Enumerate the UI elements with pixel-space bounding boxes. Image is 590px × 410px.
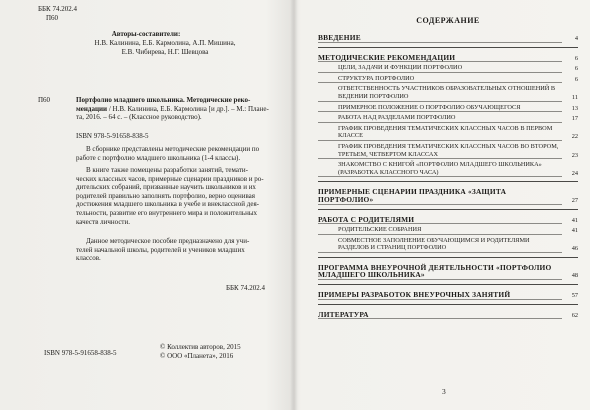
bibliographic-description	[76, 96, 286, 122]
toc-entry-label: ЦЕЛИ, ЗАДАЧИ И ФУНКЦИИ ПОРТФОЛИО	[318, 64, 562, 73]
copyright-line: © ООО «Планета», 2016	[160, 352, 234, 360]
toc-entry-page: 23	[571, 151, 578, 159]
toc-entry-label: РОДИТЕЛЬСКИЕ СОБРАНИЯ	[318, 226, 562, 235]
table-of-contents	[318, 28, 578, 319]
toc-entry-page: 62	[571, 311, 578, 319]
paragraph-line: качеств личности.	[76, 217, 130, 226]
left-page	[0, 0, 292, 410]
paragraph-line: работе с портфолио младшего школьника (1-4 классы).	[76, 153, 241, 162]
abstract-paragraph-1	[76, 145, 286, 162]
toc-subsection-entry	[318, 104, 578, 113]
paragraph-line: родителей правильно заполнять портфолио, верно оценивая	[76, 191, 255, 200]
bbk-code-top: ББК 74.202.4	[38, 5, 77, 13]
paragraph-line: классов.	[76, 254, 101, 263]
udc-code-mid: П60	[38, 96, 51, 104]
toc-section-entry	[318, 54, 578, 63]
isbn-mid: ISBN 978-5-91658-838-5	[76, 132, 149, 140]
toc-divider	[318, 257, 578, 258]
toc-entry-label: РАБОТА НАД РАЗДЕЛАМИ ПОРТФОЛИО	[318, 114, 562, 123]
toc-divider	[318, 209, 578, 210]
authors-line: Е.В. Чибирева, Н.Г. Шевцова	[121, 47, 209, 56]
paragraph-line: В книге также помещены разработки занятий, темати-	[86, 166, 248, 174]
toc-entry-page: 11	[571, 93, 578, 101]
paragraph-line: Данное методическое пособие предназначено для учи-	[86, 237, 250, 245]
toc-entry-label: МЕТОДИЧЕСКИЕ РЕКОМЕНДАЦИИ	[318, 54, 562, 63]
toc-section-entry	[318, 311, 578, 320]
udc-code-top: П60	[46, 14, 59, 22]
authors-heading: Авторы-составители:	[111, 30, 181, 38]
toc-entry-page: 41	[571, 227, 578, 235]
toc-divider	[318, 47, 578, 48]
toc-section-entry	[318, 34, 578, 43]
toc-title: СОДЕРЖАНИЕ	[416, 16, 480, 25]
page-number: 3	[442, 387, 446, 396]
toc-subsection-entry	[318, 85, 578, 101]
toc-subsection-entry	[318, 161, 578, 177]
toc-entry-label: ОТВЕТСТВЕННОСТЬ УЧАСТНИКОВ ОБРАЗОВАТЕЛЬНЫХ ОТНОШЕНИЙ В ВЕДЕНИИ ПОРТФОЛИО	[318, 85, 562, 101]
toc-entry-page: 13	[571, 104, 578, 112]
description-text: / Н.В. Калинина, Е.Б. Кармолина [и др.]. – М.: Плане-	[107, 104, 269, 113]
toc-entry-page: 41	[571, 216, 578, 224]
toc-entry-label: ПРИМЕРНОЕ ПОЛОЖЕНИЕ О ПОРТФОЛИО ОБУЧАЮЩЕГОСЯ	[318, 104, 562, 113]
toc-subsection-entry	[318, 125, 578, 141]
toc-entry-label: ВВЕДЕНИЕ	[318, 34, 562, 43]
toc-divider	[318, 304, 578, 305]
paragraph-line: телей начальной школы, родителей и учеников младших	[76, 245, 245, 254]
authors-line: Н.В. Калинина, Е.Б. Кармолина, А.П. Мишина,	[94, 39, 236, 47]
bbk-code-bottom: ББК 74.202.4	[226, 284, 265, 292]
toc-section-entry	[318, 264, 578, 280]
toc-entry-page: 4	[574, 35, 578, 42]
paragraph-line: достижения младшего школьника в учебе и внеклассной дея-	[76, 200, 260, 209]
toc-entry-label: ПРИМЕРНЫЕ СЦЕНАРИИ ПРАЗДНИКА «ЗАЩИТА ПОРТФОЛИО»	[318, 188, 562, 204]
paragraph-line: дительских собраний, призванные научить школьников и их	[76, 183, 256, 192]
paragraph-line: тельности, развитие его внутреннего мира и положительных	[76, 208, 258, 217]
toc-divider	[318, 181, 578, 182]
toc-entry-page: 48	[571, 272, 578, 280]
toc-entry-page: 6	[574, 75, 578, 83]
toc-entry-label: ГРАФИК ПРОВЕДЕНИЯ ТЕМАТИЧЕСКИХ КЛАССНЫХ ЧАСОВ В ПЕРВОМ КЛАССЕ	[318, 125, 562, 141]
toc-divider	[318, 284, 578, 285]
toc-section-entry	[318, 188, 578, 204]
toc-entry-label: СТРУКТУРА ПОРТФОЛИО	[318, 75, 562, 84]
toc-entry-label: СОВМЕСТНОЕ ЗАПОЛНЕНИЕ ОБУЧАЮЩИМСЯ И РОДИТЕЛЯМИ РАЗДЕЛОВ И СТРАНИЦ ПОРТФОЛИО	[318, 237, 562, 253]
toc-subsection-entry	[318, 64, 578, 73]
toc-section-entry	[318, 216, 578, 225]
toc-entry-page: 24	[571, 169, 578, 177]
toc-subsection-entry	[318, 226, 578, 235]
toc-subsection-entry	[318, 237, 578, 253]
abstract-paragraph-2	[76, 166, 286, 226]
paragraph-line: В сборнике представлены методические рекомендации по	[86, 145, 260, 153]
toc-subsection-entry	[318, 114, 578, 123]
toc-entry-page: 46	[571, 245, 578, 253]
toc-subsection-entry	[318, 143, 578, 159]
description-text: та, 2016. – 64 с. – (Классное руководство).	[76, 113, 202, 122]
toc-entry-page: 57	[571, 292, 578, 300]
book-title-end: мендации	[76, 104, 108, 113]
copyright-block	[160, 343, 290, 361]
toc-subsection-entry	[318, 75, 578, 84]
abstract-paragraph-3	[76, 237, 286, 263]
copyright-line: © Коллектив авторов, 2015	[160, 343, 241, 351]
toc-entry-page: 6	[574, 65, 578, 73]
toc-entry-label: ЗНАКОМСТВО С КНИГОЙ «ПОРТФОЛИО МЛАДШЕГО ШКОЛЬНИКА» (РАЗРАБОТКА КЛАССНОГО ЧАСА)	[318, 161, 562, 177]
toc-entry-label: ПРИМЕРЫ РАЗРАБОТОК ВНЕУРОЧНЫХ ЗАНЯТИЙ	[318, 291, 562, 300]
authors-list	[60, 39, 270, 56]
toc-entry-label: ЛИТЕРАТУРА	[318, 311, 562, 320]
paragraph-line: ческих классных часов, примерные сценарии праздников и ро-	[76, 174, 264, 183]
toc-entry-label: РАБОТА С РОДИТЕЛЯМИ	[318, 216, 562, 225]
book-title: Портфолио младшего школьника. Методические реко-	[76, 96, 251, 104]
toc-section-entry	[318, 291, 578, 300]
toc-entry-page: 27	[571, 196, 578, 204]
toc-entry-page: 17	[571, 115, 578, 123]
toc-entry-page: 22	[571, 133, 578, 141]
toc-entry-label: ГРАФИК ПРОВЕДЕНИЯ ТЕМАТИЧЕСКИХ КЛАССНЫХ ЧАСОВ ВО ВТОРОМ, ТРЕТЬЕМ, ЧЕТВЕРТОМ КЛАССАХ	[318, 143, 562, 159]
isbn-bottom: ISBN 978-5-91658-838-5	[44, 349, 117, 357]
toc-entry-label: ПРОГРАММА ВНЕУРОЧНОЙ ДЕЯТЕЛЬНОСТИ «ПОРТФОЛИО МЛАДШЕГО ШКОЛЬНИКА»	[318, 264, 562, 280]
toc-entry-page: 6	[574, 54, 578, 62]
